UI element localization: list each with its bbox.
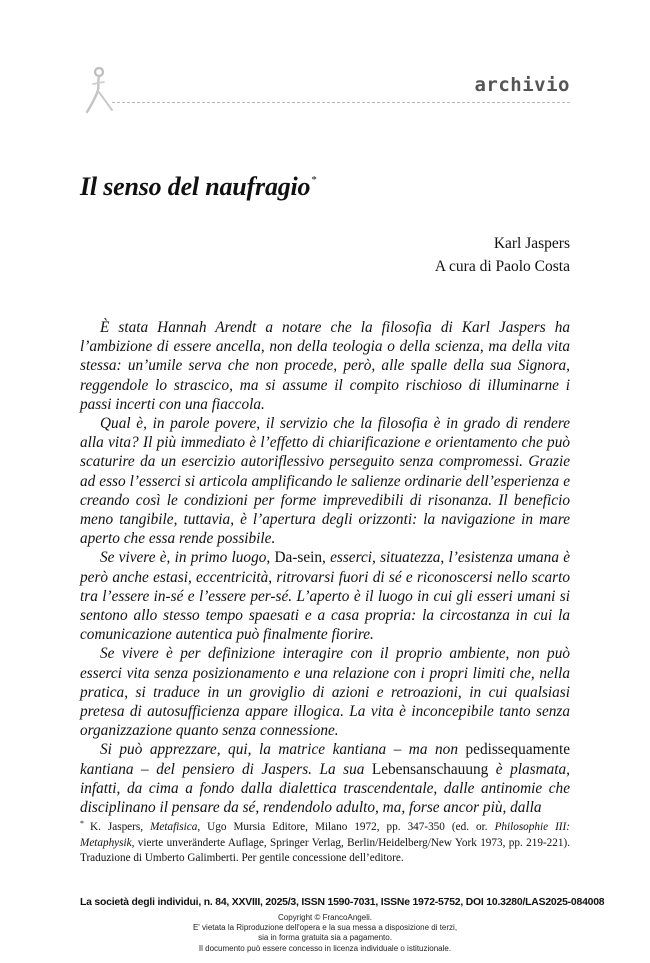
paragraph-text <box>458 741 466 758</box>
title-footnote-mark: * <box>311 174 317 186</box>
article-title <box>80 172 317 202</box>
upright-term: Lebensanschauung <box>371 760 489 778</box>
byline <box>435 232 570 278</box>
body-paragraph <box>80 548 570 644</box>
body-paragraph <box>80 740 570 817</box>
copyright-notice <box>0 913 650 954</box>
journal-citation: La società degli individui, n. 84, XXVIII, 2025/3, ISSN 1590-7031, ISSNe 1972-5752, DOI 10.3280/LAS2025-084008 <box>80 897 605 908</box>
body-paragraph <box>80 644 570 740</box>
paragraph-text: Se vivere è, in primo luogo, <box>100 549 275 567</box>
body-paragraph <box>80 414 570 548</box>
footnote-text: K. Jaspers, <box>90 821 151 833</box>
paragraph-text: Si può apprezzare, qui, la matrice kantiana – ma <box>100 741 436 759</box>
copyright-line: Copyright © FrancoAngeli. <box>278 913 372 922</box>
paragraph-text: Se vivere è per definizione interagire con il proprio ambiente, non può esserci vita senza posizionamento e una relazione con i propri limiti che, nella pratica, si traduce in un groviglio di azioni e retroazioni, in cui qualsiasi pretesa di autosufficienza appare illogica. La vita è inconcepibile tanto senza organizzazione quanto senza connessione. <box>80 645 570 740</box>
body-paragraph <box>80 318 570 414</box>
author-name: Karl Jaspers <box>493 235 570 252</box>
paragraph-text: kantiana – del pensiero di Jaspers. La sua <box>80 760 372 778</box>
footnote-mark: * <box>80 819 84 828</box>
footnote-work-title: Philosophie III: Metaphysik <box>80 821 570 849</box>
paragraph-text: Qual è, in parole povere, il servizio che la filosofia è in grado di rendere alla vita? Il più immediato è l’effetto di chiarificazione e orientamento che può scaturire da un esercizio autoriflessivo perseguito senza compromessi. Grazie ad esso l’esserci si articola amplificando le salienze ordinarie dell’esperienza e creando così le condizioni per forme imprevedibili di risonanza. Il beneficio meno tangibile, tuttavia, è l’apertura degli orizzonti: la navigazione in mare aperto che essa rende possibile. <box>80 415 570 548</box>
article-body <box>80 318 570 817</box>
paragraph-text: è plasmata, infatti, da cima a fondo dalla dialettica trascendentale, dalle antinomie che disciplinano il pensare da sé, rendendolo adulto, ma, forse ancor più, dalla <box>80 760 570 817</box>
header-divider <box>112 102 570 103</box>
figure-logo-icon <box>84 66 114 114</box>
paragraph-text: , esserci, situatezza, l’esistenza umana è però anche estasi, eccentricità, ritrovarsi fuori di sé e riconoscersi nello scarto tra l’essere in-sé e l’essere per-sé. L’aperto è il luogo in cui gli esseri umani si sentono allo stesso tempo spaesati e a casa propria: la circostanza in cui la comunicazione autentica può finalmente fiorire. <box>80 549 571 644</box>
paragraph-text: non <box>435 741 458 759</box>
footnote <box>80 816 570 867</box>
section-label: archivio <box>474 74 570 96</box>
article-title-text: Il senso del naufragio <box>80 172 311 201</box>
paragraph-text: È stata Hannah Arendt a notare che la filosofia di Karl Jaspers ha l’ambizione di essere ancella, non della teologia o della scienza, ma della vita stessa: un’umile serva che non procede, però, alle spalle della sua Signora, reggendole lo strascico, ma si assume il compito rischioso di illuminarne i passi incerti con una fiaccola. <box>80 319 570 413</box>
footnote-text: , vierte unveränderte Auflage, Springer Verlag, Berlin/Heidelberg/New York 1973, pp. 219-221). Traduzione di Umberto Galimberti. Per gentile concessione dell’editore. <box>80 836 570 865</box>
editor-credit: A cura di Paolo Costa <box>434 258 570 275</box>
copyright-line: sia in forma gratuita sia a pagamento. <box>258 933 392 943</box>
footnote-text: , Ugo Mursia Editore, Milano 1972, pp. 347-350 (ed. or. <box>197 821 495 833</box>
upright-term: Da-sein <box>274 549 323 567</box>
copyright-line: E' vietata la Riproduzione dell'opera e la sua messa a disposizione di terzi, <box>192 923 458 933</box>
copyright-line: Il documento può essere concesso in licenza individuale o istituzionale. <box>198 943 452 953</box>
upright-term: pedissequamente <box>465 741 570 759</box>
footnote-work-title: Metafisica <box>150 821 198 833</box>
